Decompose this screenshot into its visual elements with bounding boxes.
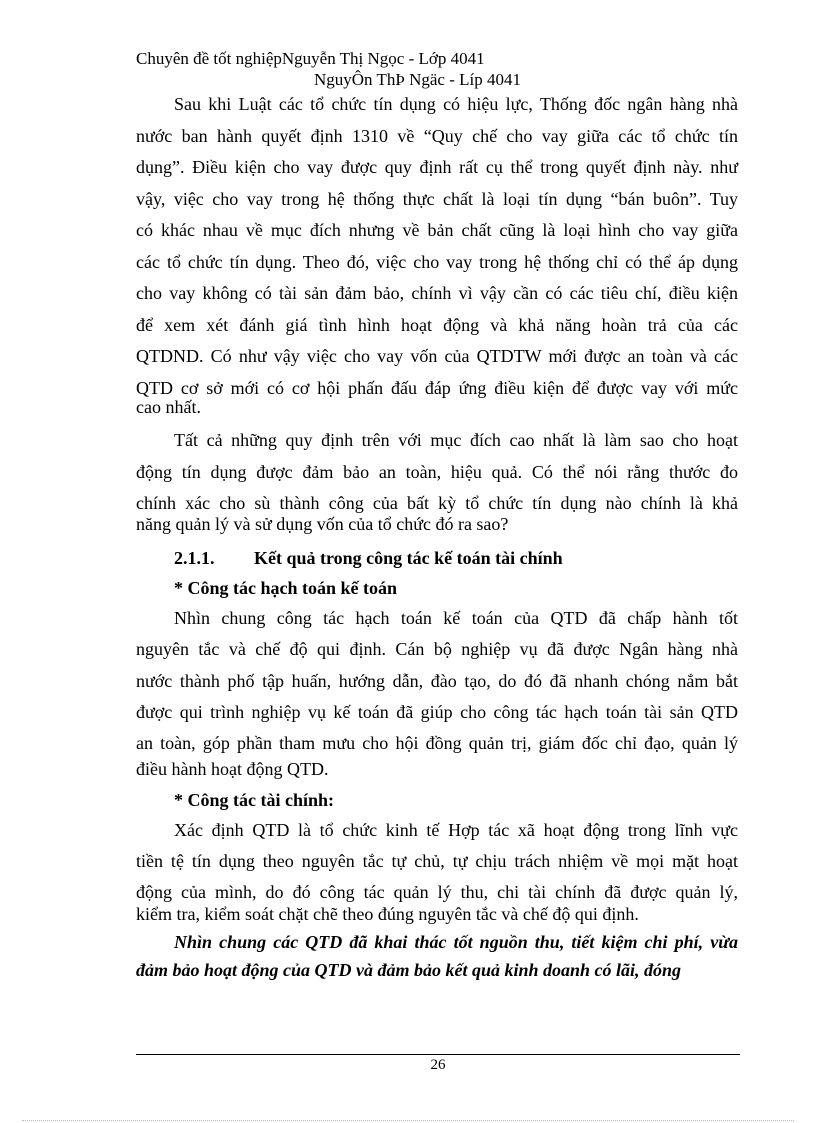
paragraph-1-line: QTDND. Có như vậy việc cho vay vốn của QTDTW mới được an toàn và các — [136, 346, 738, 366]
paragraph-1-line: cao nhất. — [136, 397, 201, 417]
paragraph-5-line: Nhìn chung các QTD đã khai thác tốt nguồn thu, tiết kiệm chi phí, vừa — [174, 932, 738, 952]
section-title: Kết quả trong công tác kế toán tài chính — [254, 548, 563, 568]
paragraph-3-line: điều hành hoạt động QTD. — [136, 759, 329, 779]
running-header-line-2: NguyÔn ThÞ Ngäc - Líp 4041 — [314, 70, 521, 89]
page-edge — [22, 1120, 794, 1121]
footer-rule — [136, 1054, 740, 1055]
paragraph-1-line: cho vay không có tài sản đảm bảo, chính vì vậy cần có các tiêu chí, điều kiện — [136, 283, 738, 303]
paragraph-1-line: nước ban hành quyết định 1310 về “Quy chế cho vay giữa các tổ chức tín — [136, 126, 738, 146]
page-number: 26 — [430, 1057, 446, 1073]
paragraph-3-line: nguyên tắc và chế độ qui định. Cán bộ nghiệp vụ đã được Ngân hàng nhà — [136, 639, 738, 659]
paragraph-3-line: Nhìn chung công tác hạch toán kế toán của QTD đã chấp hành tốt — [174, 608, 738, 628]
section-number: 2.1.1. — [174, 548, 215, 568]
paragraph-3-line: nước thành phố tập huấn, hướng dẫn, đào tạo, do đó đã nhanh chóng nắm bắt — [136, 671, 738, 691]
paragraph-1-line: Sau khi Luật các tổ chức tín dụng có hiệu lực, Thống đốc ngân hàng nhà — [174, 94, 738, 114]
paragraph-1-line: QTD cơ sở mới có cơ hội phấn đấu đáp ứng điều kiện để được vay với mức — [136, 378, 738, 398]
paragraph-1-line: dụng”. Điều kiện cho vay được quy định rất cụ thể trong quyết định này. như — [136, 157, 738, 177]
running-header-line-1: Chuyên đề tốt nghiệpNguyễn Thị Ngọc - Lớp 4041 — [136, 49, 485, 68]
paragraph-5-line: đảm bảo hoạt động của QTD và đảm bảo kết quả kinh doanh có lãi, đóng — [136, 960, 682, 980]
paragraph-1-line: vậy, việc cho vay trong hệ thống thực chất là loại tín dụng “bán buôn”. Tuy — [136, 189, 738, 209]
paragraph-4-line: tiền tệ tín dụng theo nguyên tắc tự chủ, tự chịu trách nhiệm về mọi mặt hoạt — [136, 851, 738, 871]
paragraph-1-line: để xem xét đánh giá tình hình hoạt động và khả năng hoàn trả của các — [136, 315, 738, 335]
paragraph-4-line: động của mình, do đó công tác quản lý thu, chi tài chính đã được quản lý, — [136, 882, 738, 902]
paragraph-3-line: được qui trình nghiệp vụ kế toán đã giúp cho công tác hạch toán tài sản QTD — [136, 702, 738, 722]
paragraph-1-line: các tổ chức tín dụng. Theo đó, việc cho vay trong hệ thống chỉ có thể áp dụng — [136, 252, 738, 272]
paragraph-4-line: Xác định QTD là tổ chức kinh tế Hợp tác xã hoạt động trong lĩnh vực — [174, 820, 738, 840]
subheading-finance: * Công tác tài chính: — [174, 790, 335, 810]
paragraph-2-line: động tín dụng được đảm bảo an toàn, hiệu quả. Có thể nói rằng thước đo — [136, 462, 738, 482]
paragraph-2-line: chính xác cho sù thành công của bất kỳ tổ chức tín dụng nào chính là khả — [136, 493, 738, 513]
paragraph-3-line: an toàn, góp phần tham mưu cho hội đồng quản trị, giám đốc chỉ đạo, quản lý — [136, 733, 738, 753]
paragraph-4-line: kiểm tra, kiểm soát chặt chẽ theo đúng nguyên tắc và chế độ qui định. — [136, 904, 639, 924]
paragraph-2-line: năng quản lý và sử dụng vốn của tổ chức đó ra sao? — [136, 514, 509, 534]
paragraph-1-line: có khác nhau về mục đích nhưng về bản chất cũng là loại hình cho vay giữa — [136, 220, 738, 240]
subheading-accounting: * Công tác hạch toán kế toán — [174, 578, 398, 598]
paragraph-2-line: Tất cả những quy định trên với mục đích cao nhất là làm sao cho hoạt — [174, 430, 738, 450]
